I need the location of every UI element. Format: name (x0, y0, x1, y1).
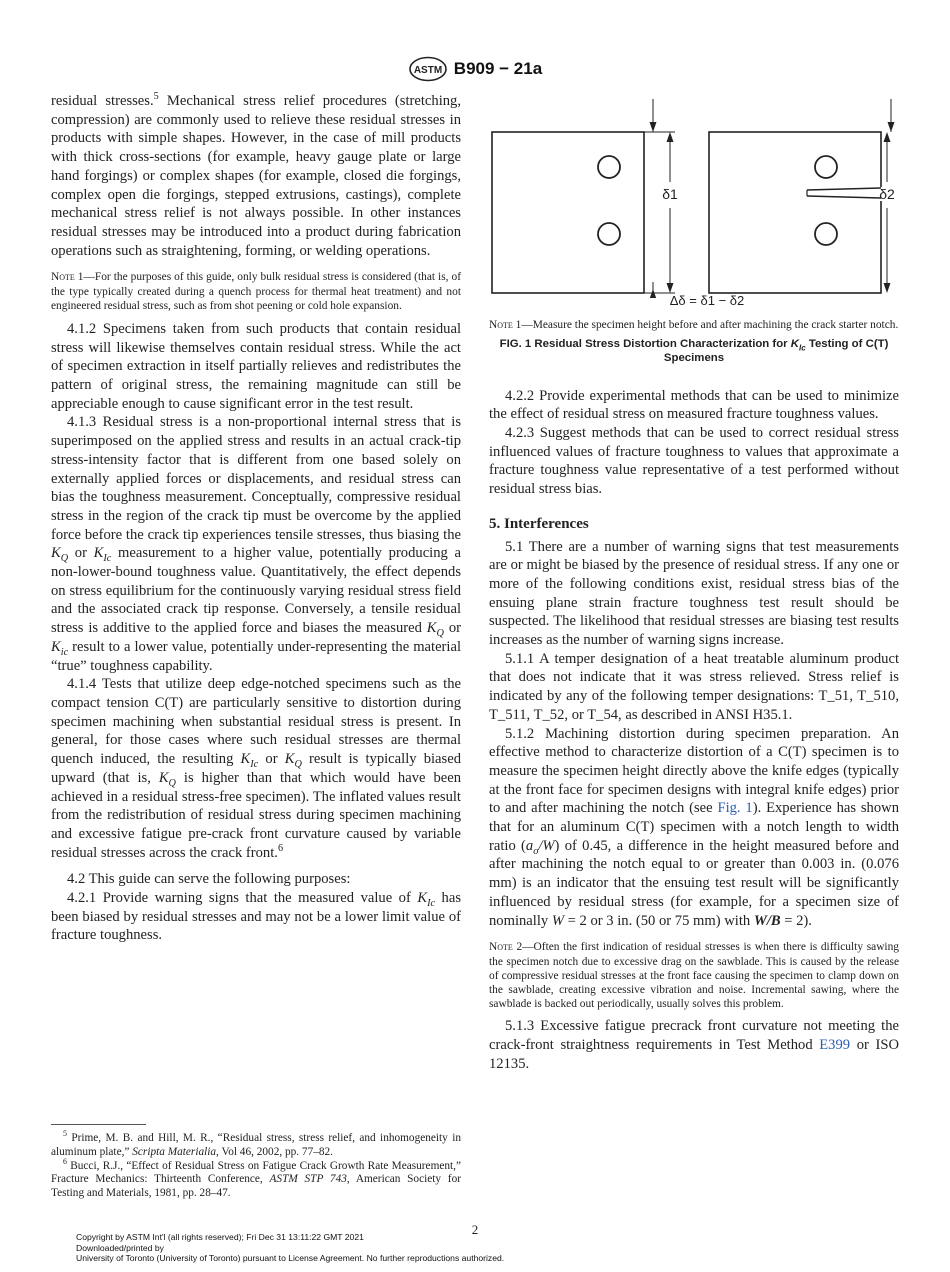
paragraph-5-1-1: 5.1.1 A temper designation of a heat treatable aluminum product that does not indicate that it was stress relieved. Stress relief is indicated by any of the following temper designations: T_51, T_510, T_511, T_52, or T_54, as described in ANSI H35.1. (489, 650, 899, 723)
footnote-6: $^6$ Bucci, R.J., “Effect of Residual Stress on Fatigue Crack Growth Rate Measurement,” Fracture Mechanics: Thirteenth Conference, ASTM STP 743, American Society for Testing and Materials, 1981, pp. 28–47. (51, 1156, 461, 1200)
figure-note-1: Note 1—Measure the specimen height before and after machining the crack starter notch. (489, 319, 899, 332)
footnote-rule (51, 1124, 146, 1125)
paragraph-4-2-1: 4.2.1 Provide warning signs that the measured value of $K_{Ic}$ has been biased by residual stresses and may not be a lower limit value of fracture toughness. (51, 890, 462, 944)
copyright-line-2: Downloaded/printed by (76, 1242, 164, 1253)
note-1: Note 1—For the purposes of this guide, only bulk residual stress is considered (that is, of the type typically created during a quench process for thermal heat treatment) and not engineered residual stress, such as from shot peening or cold hole expansion. (51, 271, 461, 312)
right-column (489, 92, 899, 1073)
specimen-before-notch (492, 132, 644, 293)
left-column (51, 92, 461, 945)
delta2-arrow-top (884, 132, 891, 142)
label-delta1: δ1 (662, 186, 678, 202)
knife-edge-arrow-left (650, 122, 657, 132)
copyright-line-1: Copyright by ASTM Int'l (all rights reserved); Fri Dec 31 13:11:22 GMT 2021 (76, 1232, 364, 1242)
astm-logo-icon (408, 56, 448, 82)
paragraph-5-1-2: 5.1.2 Machining distortion during specimen preparation. An effective method to characterize distortion of a C(T) specimen is to measure the specimen height directly above the knife edges (typically at the front face for specimen designs with integral knife edges) prior to and after machining the notch (see Fig. 1). Experience has shown that for an aluminum C(T) specimen with a notch length to width ratio $(a_o/W)$ of 0.45, a difference in the height measured before and after machining the notch equal to or greater than 0.003 in. (0.076 mm) is an indicator that the ensuing test result will be significantly influenced by residual stress (for example, for a specimen size of nominally W = 2 or 3 in. (50 or 75 mm) with W/B = 2). (489, 725, 899, 929)
paragraph-4-2-3: 4.2.3 Suggest methods that can be used to correct residual stress influenced values of fracture toughness to values that approximate a fracture toughness value representative of a test performed without residual stress bias. (489, 425, 899, 498)
page-header (0, 56, 950, 87)
footnote-5: $^5$ Prime, M. B. and Hill, M. R., “Residual stress, stress relief, and inhomogeneity in aluminum plate,” Scripta Materialia, Vol 46, 2002, pp. 77–82. (51, 1129, 461, 1158)
logo-text: ASTM (413, 65, 442, 76)
paragraph-4-1-3: 4.1.3 Residual stress is a non-proportional internal stress that is superimposed on the applied stress and results in an actual crack-tip stress-intensity factor that is different from one based solely on externally applied forces or displacements, and residual stress can bias the toughness measurement. Conceptually, compressive residual stress in the region of the crack tip must be overcome by the applied force before the crack tip experiences tensile stresses, thus biasing the $K_Q$ or $K_{Ic}$ measurement to a higher value, potentially producing a non-lower-bound toughness value. Quantitatively, the effect depends on stress equilibrium for the continuously varying residual stress field and the associated crack tip response. Conversely, a tensile residual stress is additive to the applied force and biases the measured $K_Q$ or $K_{ic}$ result to a lower value, potentially under-representing the material “true” toughness capability. (51, 414, 461, 674)
paragraph-5-1-3: 5.1.3 Excessive fatigue precrack front curvature not meeting the crack-front straightness requirements in Test Method E399 or ISO 12135. (489, 1018, 899, 1072)
page-number: 2 (471, 1222, 479, 1237)
delta2-arrow-bottom (884, 283, 891, 293)
fig-1-link[interactable]: Fig. 1 (717, 800, 753, 817)
knife-edge-arrow-right (888, 122, 895, 132)
copyright-notice (76, 1232, 504, 1264)
note-2: Note 2—Often the first indication of residual stresses is when there is difficulty sawing the specimen notch due to excessive drag on the sawblade. This is caused by the release of compressive residual stresses at the front face causing the specimen to clamp down on the sawblade, creating excessive vibration and noise. Incremental sawing, where the sawblade is backed out periodically, usually solves this problem. (489, 941, 899, 1011)
footnote-ref-6[interactable]: 6 (277, 842, 284, 854)
paragraph-5-1: 5.1 There are a number of warning signs that test measurements are or might be biased by the presence of residual stress. If any one or more of the following conditions exist, residual stress bias of the ensuing plane strain fracture toughness test result should be suspected. The likelihood that residual stresses are biasing test results increases as the number of warning signs increase. (489, 538, 899, 649)
footnotes (51, 1124, 461, 1201)
paragraph-4-2: 4.2 This guide can serve the following purposes: (67, 871, 351, 888)
paragraph-4-2-2: 4.2.2 Provide experimental methods that can be used to minimize the effect of residual stress on measured fracture toughness values. (489, 387, 899, 423)
paragraph-4-1-2: 4.1.2 Specimens taken from such products that contain residual stress will likewise themselves contain residual stress. While the act of specimen extraction in itself partially relieves and redistributes the pattern of original stress, the remaining magnitude can still be appreciable enough to cause significant error in the test result. (51, 320, 461, 412)
specimen-after-notch (709, 132, 881, 293)
figure-1-diagram (489, 92, 899, 298)
delta-equation: Δδ = δ1 − δ2 (669, 292, 745, 308)
delta1-arrow-top (667, 132, 674, 142)
paragraph-4-1-4: 4.1.4 Tests that utilize deep edge-notched specimens such as the compact tension C(T) are particularly sensitive to distortion during specimen machining when substantial residual stress is present. In general, for those cases where such residual stresses are thermal quench induced, the resulting $K_{Ic}$ or $K_Q$ result is typically biased upward (that is, $K_Q$ is higher than that which would have been achieved in a residual stress-free specimen). The inflated values result from the redistribution of residual stress during specimen machining and excessive fatigue pre-crack front curvature caused by variable residual stresses across the crack front.$^6$ (51, 676, 461, 861)
paragraph-4-1-1-cont: residual stresses.$^5$ Mechanical stress relief procedures (stretching, compression) are commonly used to relieve these residual stresses in products with simple shapes. However, in the case of mill products with thick cross-sections (for example, heavy gauge plate or large hand forgings) or complex shapes (for example, closed die forgings, complex open die forgings, stepped extrusions, castings), complete mechanical stress relief is not always possible. In other instances residual stresses may be introduced into a product during fabrication operations such as straightening, forming, or welding operations. (51, 91, 461, 259)
label-delta2: δ2 (879, 186, 895, 202)
figure-1-caption: FIG. 1 Residual Stress Distortion Characterization for $K_{Ic}$ Testing of C(T) Specimens (499, 337, 889, 364)
section-5-heading: 5. Interferences (489, 515, 589, 532)
standard-designation: B909 − 21a (453, 59, 543, 78)
copyright-line-3: University of Toronto (University of Toronto) pursuant to License Agreement. No further reproductions authorized. (76, 1253, 505, 1263)
footnote-ref-5[interactable]: 5 (153, 91, 159, 103)
e399-link[interactable]: E399 (819, 1037, 851, 1054)
